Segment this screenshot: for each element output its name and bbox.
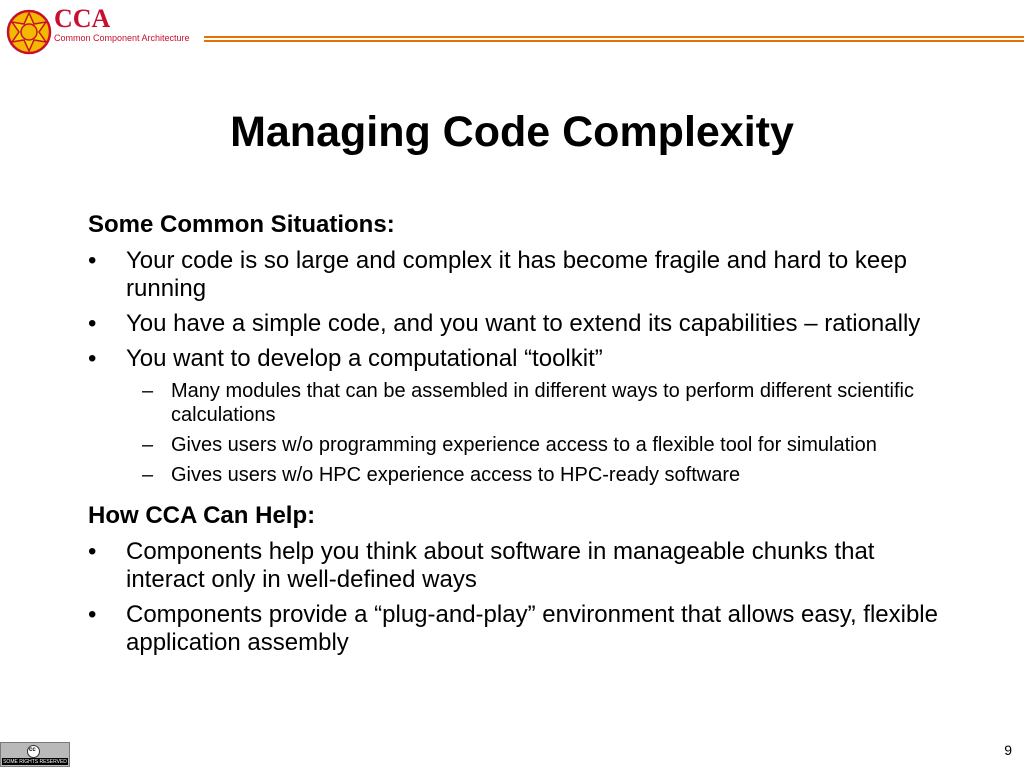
cc-label: SOME RIGHTS RESERVED — [3, 759, 67, 765]
slide-title: Managing Code Complexity — [230, 108, 794, 156]
dash-mark: – — [142, 464, 154, 486]
bullet-text: Components provide a “plug-and-play” environment that allows easy, flexible application assembly — [126, 601, 938, 656]
bullet-item — [88, 601, 938, 657]
bullet-text: Your code is so large and complex it has become fragile and hard to keep running — [126, 247, 907, 302]
bullet-item — [88, 345, 938, 487]
bullet-item — [88, 538, 938, 594]
sub-bullet-item — [126, 433, 938, 457]
page-number: 9 — [1004, 742, 1012, 758]
section-heading: How CCA Can Help: — [88, 502, 316, 529]
bullet-text: Components help you think about software in manageable chunks that interact only in well-defined ways — [126, 538, 875, 593]
dash-mark: – — [142, 380, 154, 402]
sub-bullet-text: Gives users w/o HPC experience access to HPC-ready software — [171, 464, 741, 486]
header-rule — [204, 40, 1024, 42]
brand-name: CCA — [54, 4, 111, 33]
bullet-text: You want to develop a computational “toolkit” — [126, 345, 603, 372]
creative-commons-badge[interactable] — [0, 742, 70, 767]
bullet-item — [88, 247, 938, 303]
sub-bullet-item — [126, 379, 938, 427]
sub-bullet-text: Gives users w/o programming experience access to a flexible tool for simulation — [171, 434, 877, 456]
bullet-list — [88, 247, 938, 487]
header-rule — [204, 36, 1024, 38]
slide-content — [88, 210, 938, 657]
bullet-mark: • — [88, 345, 97, 372]
slide-header — [0, 0, 1024, 60]
bullet-mark: • — [88, 601, 97, 628]
sub-bullet-item — [126, 463, 938, 487]
bullet-mark: • — [88, 538, 97, 565]
bullet-text: You have a simple code, and you want to extend its capabilities – rationally — [126, 310, 921, 337]
cc-symbol: cc — [29, 747, 36, 753]
bullet-list — [88, 538, 938, 657]
brand-subtitle: Common Component Architecture — [54, 33, 190, 43]
section-heading: Some Common Situations: — [88, 211, 395, 238]
bullet-mark: • — [88, 247, 97, 274]
cca-star-logo-icon — [6, 9, 52, 55]
bullet-item — [88, 310, 938, 338]
dash-mark: – — [142, 434, 154, 456]
bullet-mark: • — [88, 310, 97, 337]
sub-bullet-text: Many modules that can be assembled in different ways to perform different scientific calculations — [171, 380, 914, 426]
sub-bullet-list — [126, 379, 938, 487]
